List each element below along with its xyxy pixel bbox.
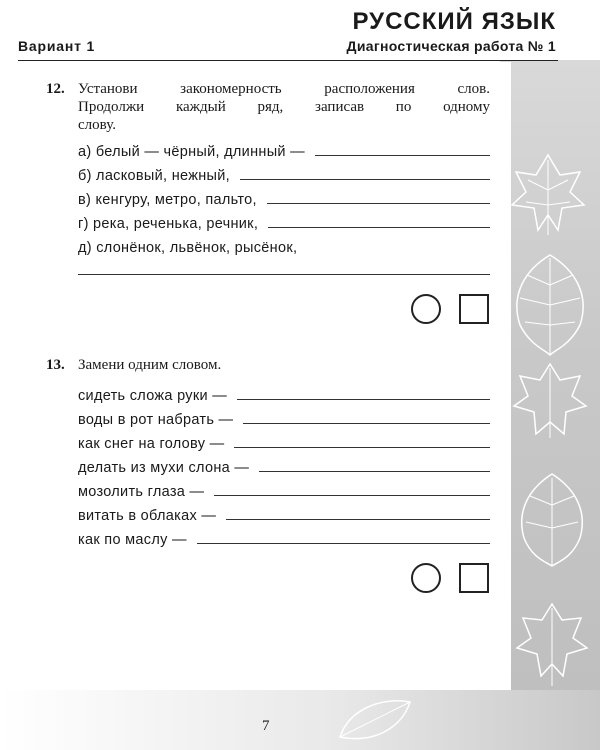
answer-row-text: воды в рот набрать —: [78, 412, 234, 428]
answer-line[interactable]: [259, 471, 490, 472]
answer-row: [78, 504, 490, 524]
answer-row-text: как по маслу —: [78, 532, 187, 548]
answer-line[interactable]: [237, 399, 490, 400]
answer-row: [78, 456, 490, 476]
leaf-decoration-icon: [510, 360, 590, 440]
answer-row-text: б) ласковый, нежный,: [78, 168, 230, 184]
answer-row-text: витать в облаках —: [78, 508, 217, 524]
answer-line[interactable]: [226, 519, 490, 520]
answer-line[interactable]: [267, 203, 490, 204]
subject-title: РУССКИЙ ЯЗЫК: [352, 8, 556, 35]
answer-line[interactable]: [197, 543, 490, 544]
task-prompt-line: Установи закономерность расположения слов.: [78, 81, 490, 97]
answer-line[interactable]: [268, 227, 490, 228]
leaf-decoration-icon: [512, 470, 592, 570]
score-square: [459, 294, 489, 324]
answer-row-text: как снег на голову —: [78, 436, 225, 452]
score-circle: [411, 294, 441, 324]
score-square: [459, 563, 489, 593]
task-number: 12.: [46, 81, 65, 97]
answer-line[interactable]: [243, 423, 490, 424]
answer-row: [78, 408, 490, 428]
answer-line[interactable]: [234, 447, 490, 448]
task-prompt-line: слову.: [78, 117, 116, 133]
task-number: 13.: [46, 357, 65, 373]
answer-row: [78, 480, 490, 500]
page-number: 7: [262, 718, 270, 734]
leaf-decoration-icon: [505, 250, 595, 360]
answer-row-text: а) белый — чёрный, длинный —: [78, 144, 305, 160]
variant-label: Вариант 1: [18, 38, 96, 54]
header-divider: [18, 60, 558, 61]
answer-row-text: г) река, реченька, речник,: [78, 216, 259, 232]
answer-row-text: сидеть сложа руки —: [78, 388, 228, 404]
answer-line[interactable]: [78, 274, 490, 275]
answer-row: [78, 236, 490, 256]
answer-line[interactable]: [240, 179, 490, 180]
leaf-decoration-icon: [508, 150, 588, 240]
answer-row: [78, 212, 490, 232]
task-prompt-line: Продолжи каждый ряд, записав по одному: [78, 99, 490, 115]
answer-row: [78, 432, 490, 452]
work-title: Диагностическая работа № 1: [346, 38, 556, 54]
answer-row: [78, 140, 490, 160]
answer-line[interactable]: [214, 495, 490, 496]
answer-row: [78, 528, 490, 548]
answer-row: [78, 164, 490, 184]
answer-row-text: д) слонёнок, львёнок, рысёнок,: [78, 240, 298, 256]
leaf-decoration-icon: [330, 692, 420, 747]
answer-row-text: в) кенгуру, метро, пальто,: [78, 192, 257, 208]
answer-row: [78, 188, 490, 208]
leaf-decoration-icon: [515, 600, 590, 690]
answer-row-text: мозолить глаза —: [78, 484, 205, 500]
task-prompt-line: Замени одним словом.: [78, 357, 222, 373]
answer-line[interactable]: [315, 155, 490, 156]
score-circle: [411, 563, 441, 593]
decorative-bottom-band: [0, 690, 600, 750]
answer-row: [78, 384, 490, 404]
answer-row-text: делать из мухи слона —: [78, 460, 250, 476]
